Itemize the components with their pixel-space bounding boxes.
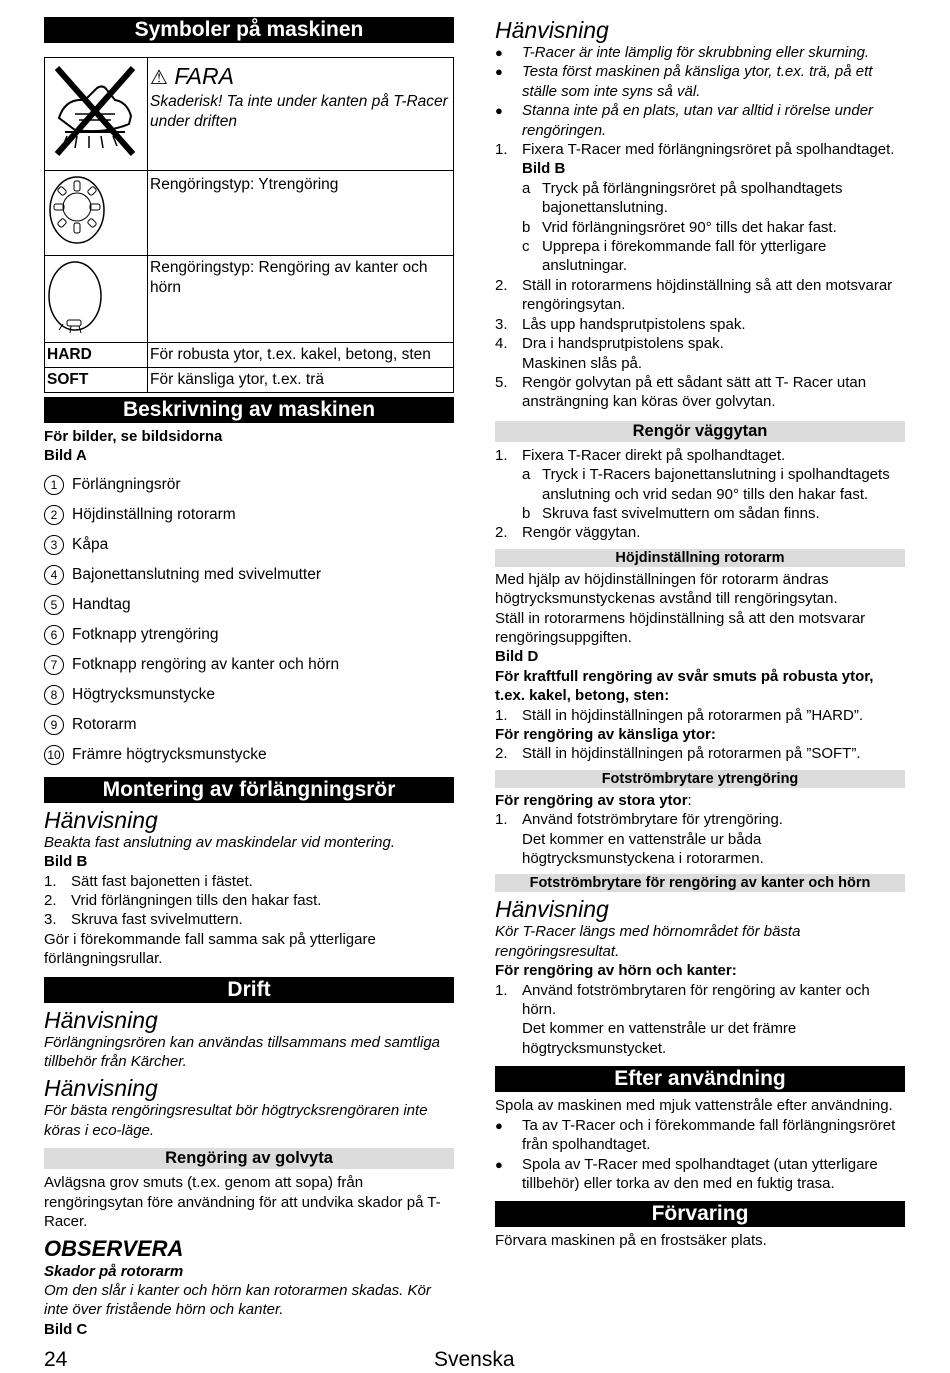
list-item: 1. Använd fotströmbrytaren för rengöring av kanter och hörn.: [495, 981, 870, 1019]
number-badge: 5: [44, 595, 64, 615]
soft-label: SOFT: [45, 368, 148, 393]
number-badge: 4: [44, 565, 64, 585]
step-continuation: Det kommer en vattenstråle ur båda högtrycksmunstyckena i rotorarmen.: [522, 830, 764, 868]
corner-heading: För rengöring av hörn och kanter:: [495, 962, 737, 980]
bullet-icon: ●: [495, 103, 503, 119]
list-item: 2. Vrid förlängningen tills den hakar fast.: [44, 892, 322, 910]
surface-cleaning-text: Rengöringstyp: Ytrengöring: [148, 171, 454, 256]
list-item: ● Stanna inte på en plats, utan var alltid i rörelse under rengöringen.: [495, 102, 874, 139]
figure-ref: Bild D: [495, 648, 539, 666]
note-text: Förlängningsrören kan användas tillsammans med samtliga tillbehör från Kärcher.: [44, 1033, 441, 1071]
list-item: 3. Skruva fast svivelmuttern.: [44, 911, 243, 929]
footer-language: Svenska: [434, 1348, 515, 1371]
bullet-icon: ●: [495, 1117, 503, 1133]
list-item: 7 Fotknapp rengöring av kanter och hörn: [44, 650, 454, 680]
subsection-foot-switch-edges: Fotströmbrytare för rengöring av kanter och hörn: [495, 874, 905, 892]
bullet-icon: ●: [495, 1156, 503, 1172]
list-item: 8 Högtrycksmunstycke: [44, 680, 454, 710]
list-item: 1. Använd fotströmbrytare för ytrengöring.: [495, 811, 783, 829]
number-badge: 8: [44, 685, 64, 705]
subsection-wall-cleaning: Rengör väggytan: [495, 421, 905, 442]
description-figure: Bild A: [44, 447, 87, 465]
number-badge: 3: [44, 535, 64, 555]
list-item: 3 Kåpa: [44, 530, 454, 560]
list-item: 9 Rotorarm: [44, 710, 454, 740]
height-text-2: Ställ in rotorarmens höjdinställning så att den motsvarar rengöringsuppgiften.: [495, 609, 866, 646]
list-item: 2. Rengör väggytan.: [495, 524, 641, 542]
list-item: ● Ta av T-Racer och i förekommande fall förlängningsröret från spolhandtaget.: [495, 1116, 896, 1154]
caution-subheading: Skador på rotorarm: [44, 1262, 184, 1280]
list-item: 1. Fixera T-Racer direkt på spolhandtaget.: [495, 446, 786, 464]
note-text: Beakta fast anslutning av maskindelar vid montering.: [44, 833, 396, 851]
mount-after-text: Gör i förekommande fall samma sak på ytterligare förlängningsrullar.: [44, 930, 376, 968]
list-item: 2. Ställ in rotorarmens höjdinställning så att den motsvarar rengöringsytan.: [495, 276, 893, 314]
after-text: Spola av maskinen med mjuk vattenstråle efter användning.: [495, 1097, 893, 1115]
list-item: 1. Sätt fast bajonetten i fästet.: [44, 872, 253, 890]
foot-heading: För rengöring av stora ytor:: [495, 791, 692, 809]
list-item: 1 Förlängningsrör: [44, 470, 454, 500]
section-title-symbols: Symboler på maskinen: [44, 17, 454, 43]
subsection-floor-cleaning: Rengöring av golvyta: [44, 1148, 454, 1169]
list-item: ● T-Racer är inte lämplig för skrubbning eller skurning.: [495, 44, 870, 61]
subsection-foot-switch-surface: Fotströmbrytare ytrengöring: [495, 770, 905, 788]
bullet-icon: ●: [495, 64, 503, 80]
note-heading: Hänvisning: [495, 17, 609, 43]
page-number: 24: [44, 1348, 68, 1371]
list-item: 5 Handtag: [44, 590, 454, 620]
storage-text: Förvara maskinen på en frostsäker plats.: [495, 1232, 767, 1250]
parts-list: [44, 470, 454, 770]
danger-cell: [148, 58, 454, 171]
note-heading: Hänvisning: [44, 1075, 158, 1102]
height-text-1: Med hjälp av höjdinställningen för rotorarm ändras högtrycksmunstyckenas avstånd till rengöringsytan.: [495, 570, 838, 608]
soft-text: För känsliga ytor, t.ex. trä: [148, 368, 454, 393]
edge-cleaning-text: Rengöringstyp: Rengöring av kanter och hörn: [148, 256, 454, 343]
right-column: [495, 17, 905, 1251]
list-item: c Upprepa i förekommande fall för ytterligare anslutningar.: [522, 238, 827, 275]
list-item: 2. Ställ in höjdinställningen på rotorarmen på ”SOFT”.: [495, 745, 861, 763]
figure-ref: Bild C: [44, 1320, 88, 1338]
list-item: b Vrid förlängningsröret 90° tills det hakar fast.: [522, 218, 837, 236]
no-hands-warning-icon: [45, 58, 148, 171]
list-item: 4. Dra i handsprutpistolens spak.: [495, 335, 724, 353]
subsection-height-adjustment: Höjdinställning rotorarm: [495, 549, 905, 567]
step-continuation: Det kommer en vattenstråle ur det främre högtrycksmunstycket.: [522, 1020, 797, 1057]
hard-label: HARD: [45, 343, 148, 368]
list-item: 2 Höjdinställning rotorarm: [44, 500, 454, 530]
section-title-after-use: Efter användning: [495, 1066, 905, 1092]
list-item: 6 Fotknapp ytrengöring: [44, 620, 454, 650]
hard-text: För robusta ytor, t.ex. kakel, betong, sten: [148, 343, 454, 368]
bullet-icon: ●: [495, 45, 503, 60]
list-item: ● Spola av T-Racer med spolhandtaget (utan ytterligare tillbehör) eller torka av den med en fuktig trasa.: [495, 1155, 878, 1192]
step-continuation: Maskinen slås på.: [522, 354, 643, 372]
height-hard-heading: För kraftfull rengöring av svår smuts på robusta ytor, t.ex. kakel, betong, sten:: [495, 667, 874, 705]
figure-ref: Bild B: [44, 853, 88, 871]
surface-cleaning-icon: [45, 171, 148, 256]
caution-text: Om den slår i kanter och hörn kan rotorarmen skadas. Kör inte över fristående hörn och kanter.: [44, 1281, 431, 1319]
danger-text: Skaderisk! Ta inte under kanten på T-Racer under driften: [150, 93, 448, 130]
note-heading: Hänvisning: [495, 896, 609, 923]
note-bullets: [495, 43, 905, 140]
caution-heading: OBSERVERA: [44, 1235, 184, 1261]
floor-text: Avlägsna grov smuts (t.ex. genom att sopa) från rengöringsytan före användning för att undvika skador på T-Racer.: [44, 1174, 441, 1231]
number-badge: 6: [44, 625, 64, 645]
list-item: 5. Rengör golvytan på ett sådant sätt att T- Racer utan ansträngning kan köras över golvytan.: [495, 373, 867, 411]
number-badge: 1: [44, 475, 64, 495]
list-item: 1. Fixera T-Racer med förlängningsröret på spolhandtaget.: [495, 141, 895, 159]
section-title-mounting: Montering av förlängningsrör: [44, 777, 454, 803]
mount-steps: [44, 872, 454, 930]
figure-ref: Bild B: [522, 160, 566, 178]
list-item: 3. Lås upp handsprutpistolens spak.: [495, 315, 746, 333]
danger-title: FARA: [174, 63, 234, 89]
note-text: Kör T-Racer längs med hörnområdet för bästa rengöringsresultat.: [495, 923, 801, 960]
number-badge: 2: [44, 505, 64, 525]
symbols-table: [44, 57, 454, 393]
list-item: 1. Ställ in höjdinställningen på rotorarmen på ”HARD”.: [495, 706, 864, 724]
list-item: ● Testa först maskinen på känsliga ytor, t.ex. trä, på ett ställe som inte syns så väl.: [495, 63, 873, 100]
warning-triangle-icon: ⚠: [150, 67, 168, 89]
number-badge: 9: [44, 715, 64, 735]
height-soft-heading: För rengöring av känsliga ytor:: [495, 726, 716, 743]
section-title-storage: Förvaring: [495, 1201, 905, 1227]
description-note: För bilder, se bildsidorna: [44, 428, 223, 445]
list-item: 4 Bajonettanslutning med svivelmutter: [44, 560, 454, 590]
list-item: a Tryck på förlängningsröret på spolhandtagets bajonettanslutning.: [522, 179, 843, 217]
list-item: b Skruva fast svivelmuttern om sådan finns.: [522, 504, 820, 522]
number-badge: 10: [44, 745, 64, 765]
left-column: [44, 17, 454, 1339]
section-title-description: Beskrivning av maskinen: [44, 397, 454, 423]
list-item: a Tryck i T-Racers bajonettanslutning i spolhandtagets anslutning och vrid sedan 90° tills den hakar fast.: [522, 466, 890, 503]
note-text: För bästa rengöringsresultat bör högtrycksrengöraren inte köras i eco-läge.: [44, 1102, 428, 1139]
list-item: 10 Främre högtrycksmunstycke: [44, 740, 454, 770]
note-heading: Hänvisning: [44, 1006, 158, 1033]
edge-cleaning-icon: [45, 256, 148, 343]
note-heading: Hänvisning: [44, 806, 158, 833]
section-title-operation: Drift: [44, 977, 454, 1003]
number-badge: 7: [44, 655, 64, 675]
